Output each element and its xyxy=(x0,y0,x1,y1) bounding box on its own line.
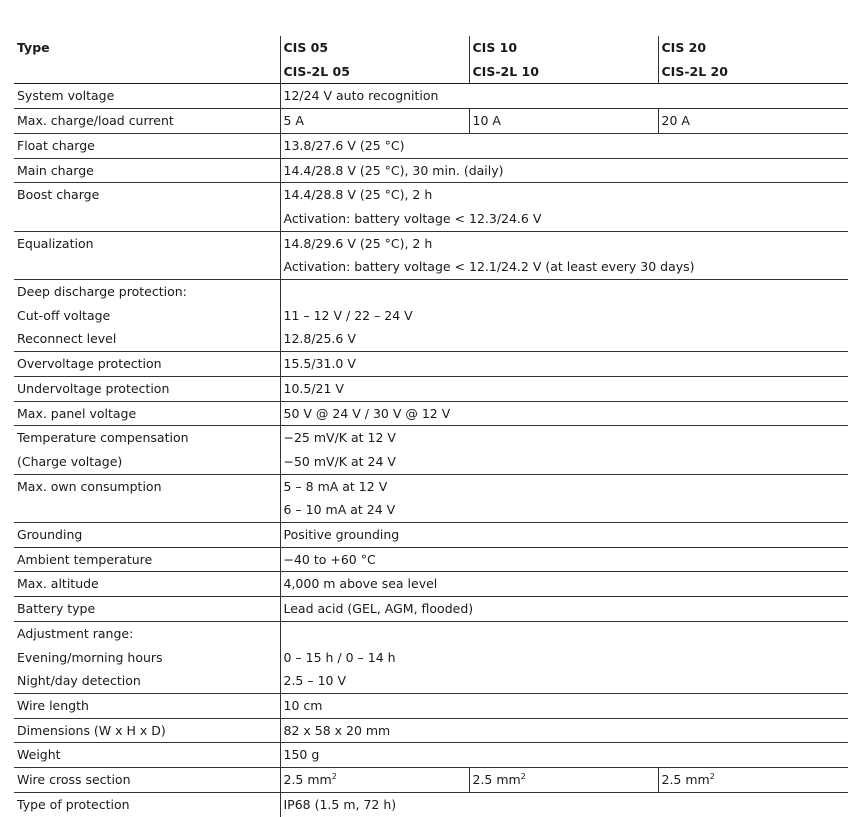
table-row xyxy=(14,280,848,304)
row-label: Cut-off voltage xyxy=(17,307,111,323)
row-value: Activation: battery voltage < 12.1/24.2 V (at least every 30 days) xyxy=(280,255,848,279)
row-value: −50 mV/K at 24 V xyxy=(280,450,848,474)
row-label: Undervoltage protection xyxy=(14,376,280,401)
row-label: Main charge xyxy=(14,158,280,183)
table-row xyxy=(14,158,848,183)
row-value: 10 A xyxy=(469,109,658,134)
row-label: Deep discharge protection: xyxy=(14,280,280,304)
table-row xyxy=(14,109,848,134)
row-label: (Charge voltage) xyxy=(17,453,123,469)
row-value: 5 A xyxy=(280,109,469,134)
row-label: Max. altitude xyxy=(14,572,280,597)
table-row xyxy=(14,450,848,474)
row-label: Type of protection xyxy=(14,792,280,816)
row-label: Weight xyxy=(14,743,280,768)
row-value: 6 – 10 mA at 24 V xyxy=(280,498,848,522)
row-value: Lead acid (GEL, AGM, flooded) xyxy=(280,597,848,622)
table-row xyxy=(14,597,848,622)
table-row xyxy=(14,768,848,793)
row-label: Evening/morning hours xyxy=(17,649,163,665)
header-row xyxy=(14,36,848,60)
row-value: 2.5 $mm^2$ xyxy=(280,768,469,793)
row-label: Max. charge/load current xyxy=(14,109,280,134)
row-label: Boost charge xyxy=(14,183,280,207)
row-value: 82 x 58 x 20 mm xyxy=(280,718,848,743)
row-label: Adjustment range: xyxy=(14,621,280,645)
table-row xyxy=(14,207,848,231)
row-value: Positive grounding xyxy=(280,523,848,548)
row-value: 4,000 m above sea level xyxy=(280,572,848,597)
row-value: 10 cm xyxy=(280,693,848,718)
table-row xyxy=(14,646,848,670)
row-value: 12/24 V auto recognition xyxy=(280,84,848,109)
table-row xyxy=(14,352,848,377)
table-row xyxy=(14,474,848,498)
model-1-line2: CIS-2L 05 xyxy=(280,60,469,84)
row-label: Wire length xyxy=(14,693,280,718)
table-row xyxy=(14,792,848,816)
row-label: Wire cross section xyxy=(14,768,280,793)
row-value: 50 V @ 24 V / 30 V @ 12 V xyxy=(280,401,848,426)
model-3-line2: CIS-2L 20 xyxy=(658,60,848,84)
table-row xyxy=(14,327,848,351)
table-row xyxy=(14,183,848,207)
row-value: 0 – 15 h / 0 – 14 h xyxy=(280,646,848,670)
row-value: 15.5/31.0 V xyxy=(280,352,848,377)
row-value: 2.5 $mm^2$ xyxy=(658,768,848,793)
model-2-line1: CIS 10 xyxy=(469,36,658,60)
model-1-line1: CIS 05 xyxy=(280,36,469,60)
row-label: Overvoltage protection xyxy=(14,352,280,377)
row-label: Night/day detection xyxy=(17,673,141,689)
row-value: 150 g xyxy=(280,743,848,768)
table-row xyxy=(14,572,848,597)
table-row xyxy=(14,401,848,426)
table-row xyxy=(14,621,848,645)
table-row xyxy=(14,498,848,522)
row-label: Ambient temperature xyxy=(14,547,280,572)
table-row xyxy=(14,743,848,768)
specification-table xyxy=(14,36,848,817)
row-value: 14.4/28.8 V (25 °C), 30 min. (daily) xyxy=(280,158,848,183)
table-row xyxy=(14,255,848,279)
type-label: Type xyxy=(17,40,50,55)
row-label: Reconnect level xyxy=(17,331,117,347)
table-row xyxy=(14,304,848,328)
table-row xyxy=(14,84,848,109)
row-value: Activation: battery voltage < 12.3/24.6 V xyxy=(280,207,848,231)
row-value: 12.8/25.6 V xyxy=(280,327,848,351)
table-row xyxy=(14,231,848,255)
row-value: 14.8/29.6 V (25 °C), 2 h xyxy=(280,231,848,255)
model-2-line2: CIS-2L 10 xyxy=(469,60,658,84)
row-label: Max. own consumption xyxy=(14,474,280,498)
table-row xyxy=(14,669,848,693)
row-value: 2.5 $mm^2$ xyxy=(469,768,658,793)
row-label: Temperature compensation xyxy=(14,426,280,450)
row-value: 13.8/27.6 V (25 °C) xyxy=(280,133,848,158)
row-label: Equalization xyxy=(14,231,280,255)
row-value: 20 A xyxy=(658,109,848,134)
row-label: Max. panel voltage xyxy=(14,401,280,426)
row-value: 5 – 8 mA at 12 V xyxy=(280,474,848,498)
row-label: Grounding xyxy=(14,523,280,548)
table-row xyxy=(14,133,848,158)
row-value: 10.5/21 V xyxy=(280,376,848,401)
row-label: Float charge xyxy=(14,133,280,158)
row-label: Dimensions (W x H x D) xyxy=(14,718,280,743)
table-row xyxy=(14,718,848,743)
row-value: −25 mV/K at 12 V xyxy=(280,426,848,450)
table-row xyxy=(14,523,848,548)
row-value: −40 to +60 °C xyxy=(280,547,848,572)
table-row xyxy=(14,547,848,572)
model-3-line1: CIS 20 xyxy=(658,36,848,60)
table-row xyxy=(14,376,848,401)
table-row xyxy=(14,426,848,450)
row-value: IP68 (1.5 m, 72 h) xyxy=(280,792,848,816)
row-value: 14.4/28.8 V (25 °C), 2 h xyxy=(280,183,848,207)
table-row xyxy=(14,693,848,718)
row-label: System voltage xyxy=(14,84,280,109)
row-value: 2.5 – 10 V xyxy=(280,669,848,693)
header-row-2 xyxy=(14,60,848,84)
row-label: Battery type xyxy=(14,597,280,622)
row-value: 11 – 12 V / 22 – 24 V xyxy=(280,304,848,328)
